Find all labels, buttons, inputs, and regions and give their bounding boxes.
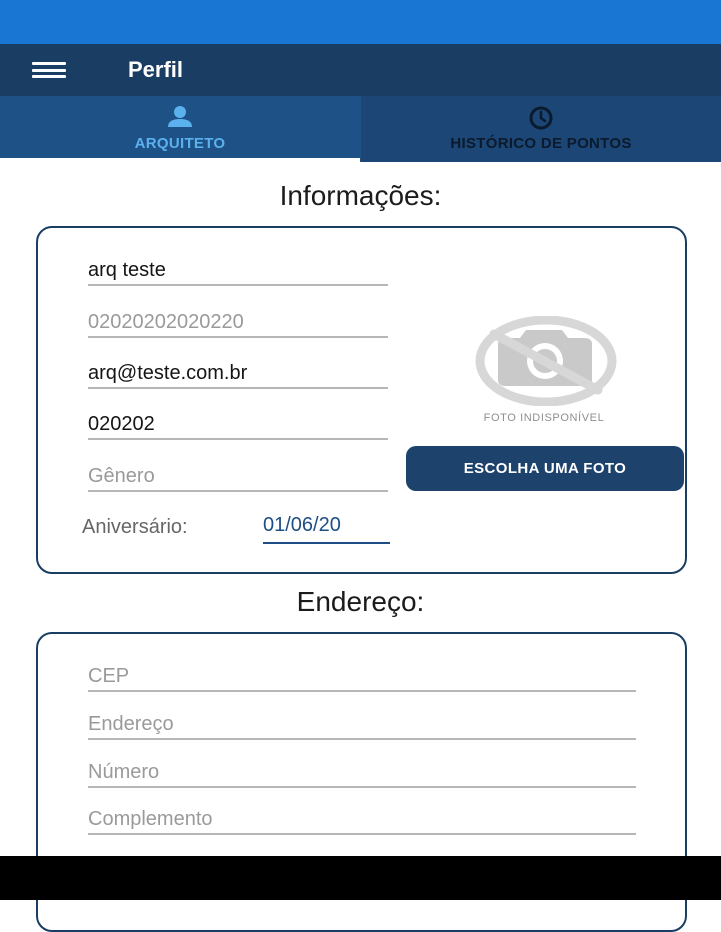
active-tab-indicator: [0, 158, 360, 162]
complement-field[interactable]: Complemento: [88, 803, 636, 835]
number-field[interactable]: Número: [88, 756, 636, 788]
email-field[interactable]: arq@teste.com.br: [88, 357, 388, 389]
street-field[interactable]: Endereço: [88, 708, 636, 740]
tab-historico[interactable]: [361, 96, 721, 162]
name-field[interactable]: arq teste: [88, 254, 388, 286]
no-photo-icon: [462, 316, 630, 406]
photo-caption: FOTO INDISPONÍVEL: [483, 412, 605, 424]
tab-arquiteto[interactable]: [0, 96, 360, 162]
birthday-field[interactable]: 01/06/20: [263, 514, 390, 544]
clock-icon: [528, 105, 554, 131]
navigation-bar: [0, 856, 721, 900]
info-title: Informações:: [279, 180, 442, 211]
address-title: Endereço:: [296, 586, 425, 617]
document-field[interactable]: 020202: [88, 408, 388, 440]
choose-photo-button[interactable]: ESCOLHA UMA FOTO: [406, 446, 684, 491]
tab-bar: [0, 96, 721, 162]
cep-field[interactable]: CEP: [88, 660, 636, 692]
menu-icon[interactable]: [32, 62, 66, 78]
tab-arquiteto-label: ARQUITETO: [134, 135, 226, 152]
app-bar: [0, 44, 721, 96]
tab-historico-label: HISTÓRICO DE PONTOS: [450, 135, 632, 152]
phone-field[interactable]: 02020202020220: [88, 306, 388, 338]
birthday-label: Aniversário:: [82, 516, 188, 538]
page-title: Perfil: [128, 57, 184, 82]
status-bar: [0, 0, 721, 44]
person-icon: [163, 105, 197, 129]
gender-field[interactable]: Gênero: [88, 460, 388, 492]
